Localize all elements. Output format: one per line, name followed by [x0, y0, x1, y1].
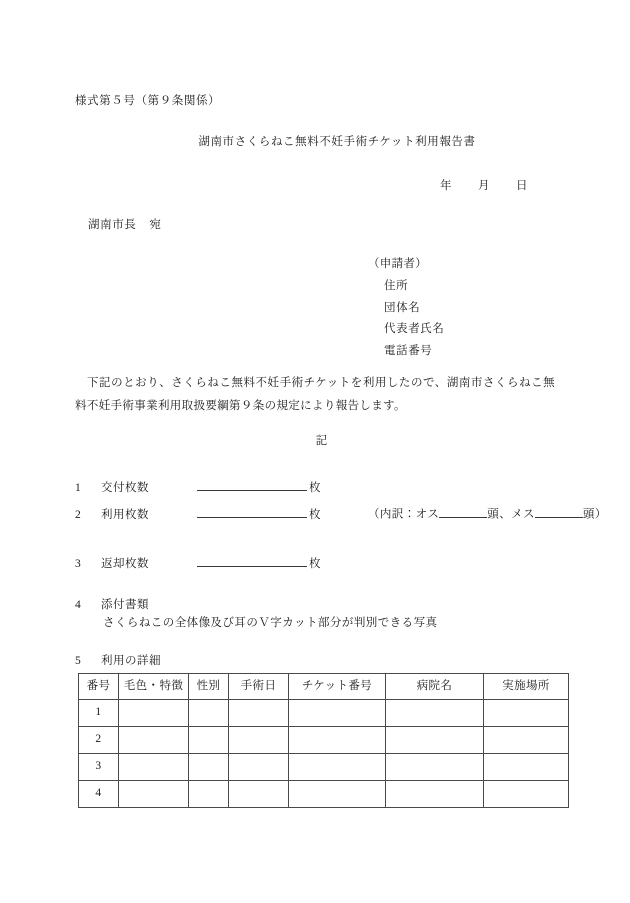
date-day-label: 日: [516, 180, 528, 192]
cell-hospital-name[interactable]: [386, 781, 484, 808]
applicant-field-phone: 電話番号: [384, 345, 433, 357]
item-3-returned-count: [75, 554, 321, 573]
table-row: [79, 700, 569, 727]
applicant-field-representative: 代表者氏名: [384, 323, 445, 336]
item-2-number: 2: [75, 508, 82, 521]
table-header-hospital-name: 病院名: [386, 674, 484, 700]
applicant-heading: （申請者）: [368, 258, 427, 270]
usage-detail-table: [78, 673, 569, 808]
breakdown-close-label: ）: [594, 508, 607, 521]
row-number-cell: 2: [79, 727, 119, 754]
item-4-attachments: [75, 597, 197, 614]
cell-location[interactable]: [484, 781, 569, 808]
applicant-field-address: 住所: [384, 279, 409, 292]
cell-location[interactable]: [484, 700, 569, 727]
breakdown-female-label: メス: [511, 508, 535, 521]
cell-surgery-date[interactable]: [229, 781, 289, 808]
item-2-input-line[interactable]: [197, 505, 307, 518]
row-number-cell: 1: [79, 700, 119, 727]
addressee-recipient: 湖南市長: [88, 219, 137, 231]
item-1-unit: 枚: [309, 481, 321, 494]
cell-hospital-name[interactable]: [386, 754, 484, 781]
table-header-sex: 性別: [189, 674, 229, 700]
table-header-ticket-number: チケット番号: [289, 674, 386, 700]
cell-color-features[interactable]: [119, 727, 189, 754]
cell-ticket-number[interactable]: [289, 727, 386, 754]
table-header-row: [79, 674, 569, 700]
table-row: [79, 727, 569, 754]
item-1-number: 1: [75, 481, 82, 494]
form-number: 様式第５号（第９条関係）: [75, 95, 221, 107]
row-number-cell: 3: [79, 754, 119, 781]
body-paragraph: 下記のとおり、さくらねこ無料不妊手術チケットを利用したので、湖南市さくらねこ無料不妊手術事業利用取扱要綱第９条の規定により報告します。: [75, 377, 555, 412]
item-5-usage-details: [75, 653, 197, 670]
cell-ticket-number[interactable]: [289, 700, 386, 727]
breakdown-female-unit: 頭: [582, 508, 595, 521]
item-5-label: 利用の詳細: [101, 655, 161, 667]
cell-color-features[interactable]: [119, 700, 189, 727]
date-year-label: 年: [440, 180, 452, 192]
table-row: [79, 781, 569, 808]
item-3-input-line[interactable]: [197, 554, 307, 567]
breakdown-male-label: オス: [415, 508, 440, 521]
ki-mark: 記: [315, 435, 329, 447]
addressee: [88, 217, 162, 234]
date-month-label: 月: [478, 180, 490, 192]
table-header-no: 番号: [79, 674, 119, 700]
cell-surgery-date[interactable]: [229, 700, 289, 727]
item-2-label: 利用枚数: [101, 508, 149, 521]
item-2-unit: 枚: [309, 508, 321, 521]
cell-sex[interactable]: [189, 754, 229, 781]
item-1-label: 交付枚数: [101, 481, 149, 494]
table-header-location: 実施場所: [484, 674, 569, 700]
cell-sex[interactable]: [189, 727, 229, 754]
applicant-field-organization: 団体名: [384, 301, 421, 314]
item-5-number: 5: [75, 655, 82, 667]
addressee-suffix: 宛: [149, 219, 162, 231]
item-2-breakdown: [368, 505, 607, 524]
item-3-unit: 枚: [309, 557, 321, 570]
page-title: 湖南市さくらねこ無料不妊手術チケット利用報告書: [198, 136, 476, 148]
breakdown-male-unit: 頭、: [487, 508, 512, 521]
cell-hospital-name[interactable]: [386, 700, 484, 727]
cell-hospital-name[interactable]: [386, 727, 484, 754]
item-4-description: さくらねこの全体像及び耳のＶ字カット部分が判別できる写真: [103, 617, 438, 629]
cell-location[interactable]: [484, 727, 569, 754]
cell-ticket-number[interactable]: [289, 754, 386, 781]
cell-sex[interactable]: [189, 700, 229, 727]
item-4-number: 4: [75, 599, 82, 611]
cell-ticket-number[interactable]: [289, 781, 386, 808]
item-1-input-line[interactable]: [197, 478, 307, 491]
date-line: [440, 178, 528, 195]
item-4-label: 添付書類: [101, 599, 149, 611]
table-header-color-features: 毛色・特徴: [119, 674, 189, 700]
applicant-block: [368, 256, 445, 360]
cell-surgery-date[interactable]: [229, 754, 289, 781]
cell-sex[interactable]: [189, 781, 229, 808]
item-3-number: 3: [75, 557, 82, 570]
cell-color-features[interactable]: [119, 781, 189, 808]
item-2-used-count: [75, 505, 321, 524]
row-number-cell: 4: [79, 781, 119, 808]
item-1-issued-count: [75, 478, 321, 497]
cell-color-features[interactable]: [119, 754, 189, 781]
cell-surgery-date[interactable]: [229, 727, 289, 754]
cell-location[interactable]: [484, 754, 569, 781]
table-header-surgery-date: 手術日: [229, 674, 289, 700]
breakdown-open-label: （内訳：: [368, 508, 416, 521]
breakdown-male-input-line[interactable]: [439, 505, 487, 518]
table-row: [79, 754, 569, 781]
item-3-label: 返却枚数: [101, 557, 149, 570]
breakdown-female-input-line[interactable]: [535, 505, 583, 518]
